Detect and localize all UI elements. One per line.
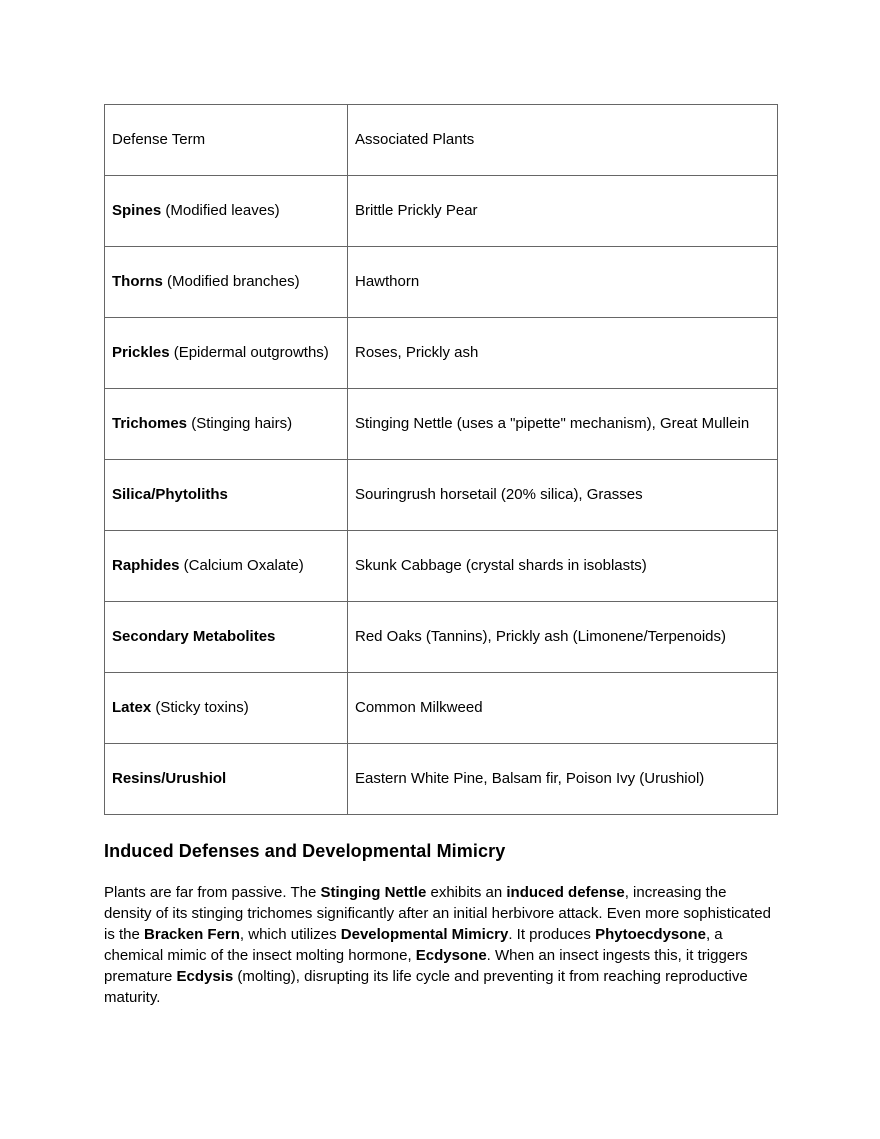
text-run: . When an insect ingests this, it triggers premature	[104, 947, 748, 985]
table-row	[105, 318, 778, 389]
defense-term: Raphides	[112, 557, 180, 574]
defense-table-body	[105, 105, 778, 815]
table-row	[105, 531, 778, 602]
text-run: exhibits an	[426, 884, 507, 901]
defense-term-cell	[105, 247, 348, 318]
defense-term-cell	[105, 389, 348, 460]
defense-term: Resins/Urushiol	[112, 770, 227, 787]
text-run: . It produces	[508, 926, 596, 943]
defense-term-note: (Epidermal outgrowths)	[169, 344, 329, 361]
associated-plants-cell: Skunk Cabbage (crystal shards in isoblasts)	[348, 531, 778, 602]
bold-term: Ecdysone	[415, 947, 487, 964]
bold-term: induced defense	[506, 884, 625, 901]
defense-term-note: (Sticky toxins)	[151, 699, 249, 716]
text-run: , a chemical mimic of the insect molting hormone,	[104, 926, 723, 964]
body-paragraph	[104, 882, 772, 1008]
header-associated-plants: Associated Plants	[348, 105, 778, 176]
defense-term: Prickles	[112, 344, 170, 361]
table-row	[105, 744, 778, 815]
bold-term: Developmental Mimicry	[340, 926, 509, 943]
table-row	[105, 389, 778, 460]
associated-plants-cell: Brittle Prickly Pear	[348, 176, 778, 247]
text-run: (molting), disrupting its life cycle and preventing it from reaching reproductive maturity.	[104, 968, 748, 1006]
associated-plants-cell: Souringrush horsetail (20% silica), Grasses	[348, 460, 778, 531]
text-run: Plants are far from passive. The	[104, 884, 321, 901]
text-run: , increasing the density of its stinging trichomes significantly after an initial herbivore attack. Even more sophisticated is the	[104, 884, 771, 943]
associated-plants-cell: Roses, Prickly ash	[348, 318, 778, 389]
defense-term-cell	[105, 602, 348, 673]
defense-term: Spines	[112, 202, 162, 219]
defense-term: Secondary Metabolites	[112, 628, 276, 645]
bold-term: Ecdysis	[176, 968, 234, 985]
defense-term-note: (Modified branches)	[162, 273, 300, 290]
table-header-row	[105, 105, 778, 176]
defense-term: Thorns	[112, 273, 163, 290]
defense-term-cell	[105, 460, 348, 531]
table-row	[105, 673, 778, 744]
table-row	[105, 176, 778, 247]
bold-term: Bracken Fern	[144, 926, 240, 943]
table-row	[105, 247, 778, 318]
section-heading: Induced Defenses and Developmental Mimicry	[104, 841, 506, 861]
associated-plants-cell: Stinging Nettle (uses a "pipette" mechanism), Great Mullein	[348, 389, 778, 460]
defense-term-cell	[105, 318, 348, 389]
defense-term-note: (Calcium Oxalate)	[179, 557, 304, 574]
defense-term: Trichomes	[112, 415, 188, 432]
defense-term: Silica/Phytoliths	[112, 486, 228, 503]
defense-table	[104, 104, 778, 815]
defense-term-cell	[105, 176, 348, 247]
defense-term-note: (Modified leaves)	[161, 202, 280, 219]
text-run: , which utilizes	[239, 926, 341, 943]
table-row	[105, 460, 778, 531]
bold-term: Stinging Nettle	[320, 884, 427, 901]
bold-term: Phytoecdysone	[595, 926, 706, 943]
defense-term-cell	[105, 673, 348, 744]
defense-term-cell	[105, 744, 348, 815]
associated-plants-cell: Eastern White Pine, Balsam fir, Poison Ivy (Urushiol)	[348, 744, 778, 815]
defense-term-note: (Stinging hairs)	[187, 415, 293, 432]
associated-plants-cell: Hawthorn	[348, 247, 778, 318]
defense-term: Latex	[112, 699, 152, 716]
defense-term-cell	[105, 531, 348, 602]
header-defense-term: Defense Term	[105, 105, 348, 176]
table-row	[105, 602, 778, 673]
associated-plants-cell: Common Milkweed	[348, 673, 778, 744]
associated-plants-cell: Red Oaks (Tannins), Prickly ash (Limonene/Terpenoids)	[348, 602, 778, 673]
